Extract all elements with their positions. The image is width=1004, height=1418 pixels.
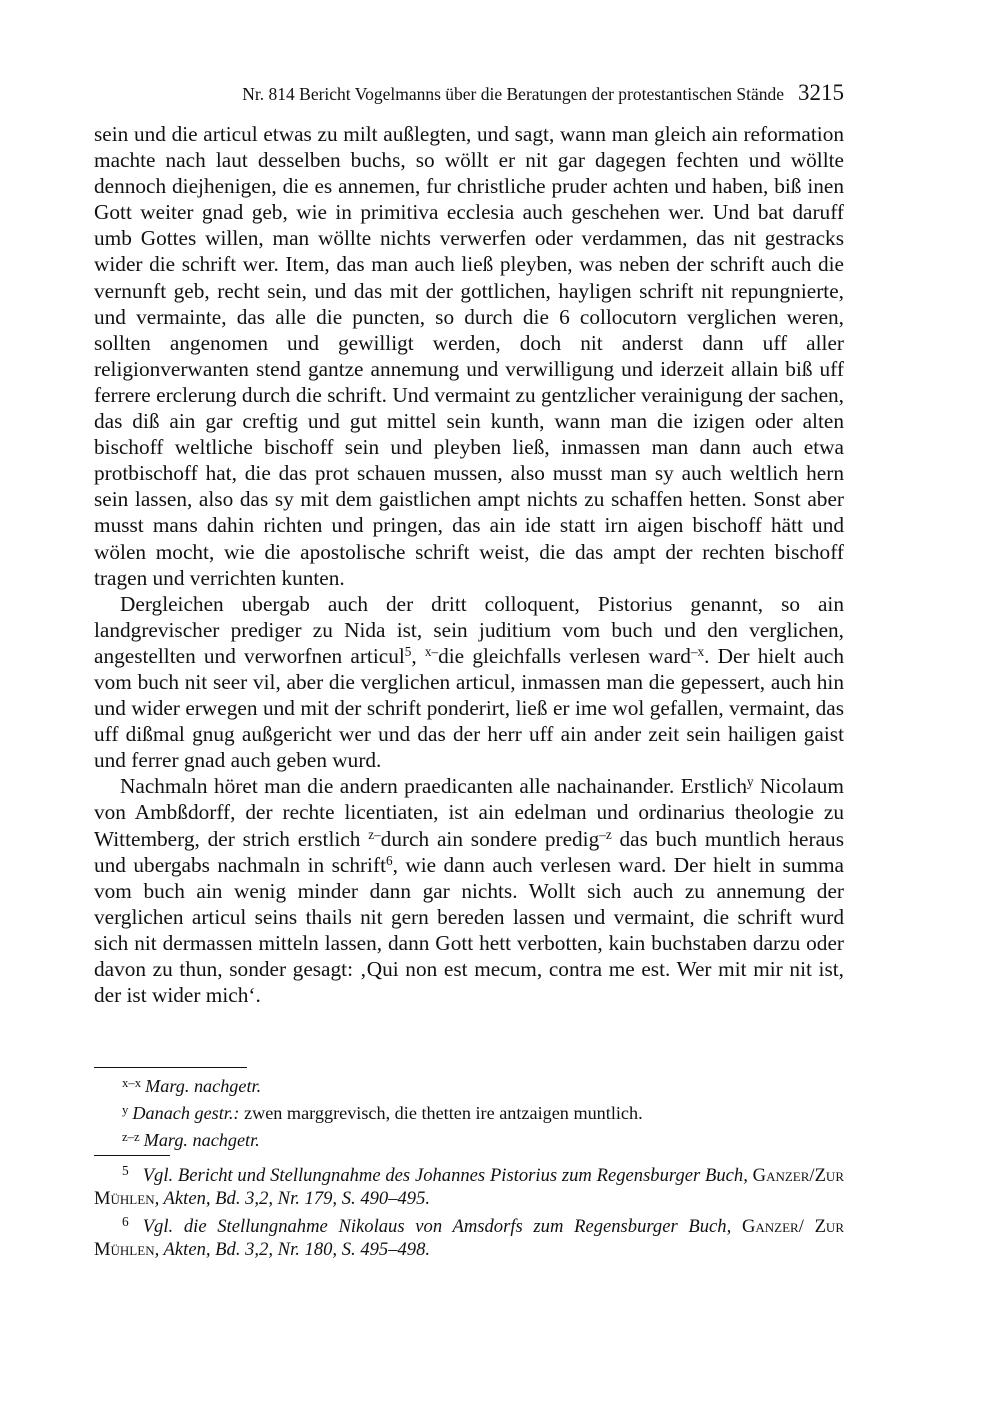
footnote-number: 5: [122, 1163, 129, 1178]
critical-mark-x-open: x–: [424, 643, 439, 659]
footnotes-divider: [94, 1155, 170, 1156]
critical-note-z: [94, 1125, 844, 1152]
paragraph-1: sein und die articul etwas zu milt außlegten, und sagt, wann man gleich ain reformation machte nach laut desselben buchs, so wöllt er nit gar dagegen fechten und wöllte dennoch diejhenigen, die es annemen, fur christliche pruder achten und haben, biß inen Gott weiter gnad geb, wie in primitiva ecclesia auch geschehen wer. Und bat daruff umb Gottes willen, man wöllte nichts verwerfen oder verdammen, das nit gestracks wider die schrift wer. Item, das man auch ließ pleyben, was neben der schrift auch die vernunft geb, recht sein, und das mit der gottlichen, hayligen schrift nit repungnierte, und vermainte, das alle die puncten, so durch die 6 collocutorn verglichen weren, sollten angenomen und gewilligt werden, doch nit anderst dann uff aller religionverwanten stend gantze annemung und verwilligung und iderzeit allain biß uff ferrere erclerung durch die schrift. Und vermaint zu gentzlicher verainigung der sachen, das diß ain gar creftig und gut mittel sein kunth, wann man die izigen oder alten bischoff weltliche bischoff sein und pleyben ließ, inmassen man dann auch etwa protbischoff hat, die das prot schauen mussen, also musst man sy auch weltlich hern sein lassen, also das sy mit dem gaistlichen ampt nichts zu schaffen hetten. Sonst aber musst mans dahin richten und pringen, das ain ide statt irn aigen bischoff hätt und wölen mocht, wie die apostolische schrift weist, die das ampt der rechten bischoff tragen und verrichten kunten.: [94, 122, 844, 590]
running-head: [94, 80, 844, 110]
footnote-ref-5: 5: [404, 643, 412, 659]
critical-mark-x-close: –x: [690, 643, 705, 659]
paragraph-3-text-c: durch ain sondere predig: [380, 826, 600, 851]
footnote-ref: , Akten, Bd. 3,2, Nr. 180, S. 495–498.: [154, 1239, 431, 1261]
critical-note-italic: Marg. nachgetr.: [145, 1076, 262, 1097]
footnote-lead: Vgl. die Stellungnahme Nikolaus von Amsdorfs zum Regensburger Buch,: [142, 1216, 732, 1238]
main-text: [94, 121, 844, 1008]
paragraph-3-text-d: das buch muntlich heraus und ubergabs nachmaln in schrift: [94, 826, 844, 877]
critical-notes-divider: [94, 1067, 247, 1068]
critical-note-italic: Danach gestr.:: [132, 1103, 240, 1124]
footnote-number: 6: [122, 1214, 129, 1230]
footnote-5: [94, 1159, 844, 1210]
footnote-ref-6: 6: [385, 852, 393, 868]
footnote-lead: Vgl. Bericht und Stellungnahme des Johannes Pistorius zum Regensburger Buch,: [142, 1165, 748, 1187]
page-number: 3215: [798, 80, 844, 105]
critical-note-mark: y: [122, 1103, 129, 1118]
footnotes: [94, 1159, 844, 1261]
running-head-title: Nr. 814 Bericht Vogelmanns über die Beratungen der protestantischen Stände: [242, 84, 784, 104]
critical-mark-z-open: z–: [368, 826, 381, 842]
paragraph-3: [94, 773, 844, 1008]
critical-note-y: [94, 1098, 844, 1125]
footnote-author: Ganzer/ Zur Mühlen: [94, 1216, 844, 1261]
paragraph-3-text-b: Nicolaum von Ambßdorff, der rechte licentiaten, ist ain edelman und ordinarius theologie zu Wittemberg, der strich erstlich: [94, 774, 844, 851]
paragraph-2-text-d: . Der hielt auch vom buch nit seer vil, aber die verglichen articul, inmassen man die gepessert, auch hin und wider erwegen und mit der schrift ponderirt, ließ er ime wol gefallen, vermaint, das uff dißmal gnug außgericht wer und das der herr uff ain ander zeit sein hailigen gaist und ferrer gnad auch geben wurd.: [94, 643, 845, 773]
critical-note-italic: Marg. nachgetr.: [143, 1130, 260, 1151]
critical-note-x: [94, 1071, 844, 1098]
critical-apparatus: [94, 1071, 844, 1152]
paragraph-2: [94, 591, 844, 774]
paragraph-2-text-a: Dergleichen ubergab auch der dritt colloquent, Pistorius genannt, so ain landgrevischer prediger zu Nida ist, sein juditium vom buch und den verglichen, angestellten und verworfnen articul: [94, 591, 844, 668]
critical-note-mark: z–z: [122, 1130, 140, 1145]
critical-mark-z-close: –z: [599, 826, 612, 842]
critical-note-mark: x–x: [122, 1076, 142, 1090]
critical-mark-y: y: [746, 774, 754, 790]
footnote-author: Ganzer/Zur Mühlen: [94, 1165, 844, 1210]
footnote-6: [94, 1210, 844, 1261]
paragraph-3-text-a: Nachmaln höret man die andern praedicanten alle nachainander. Erstlich: [120, 774, 747, 799]
paragraph-3-text-e: , wie dann auch verlesen ward. Der hielt in summa vom buch ain wenig minder dann gar nichts. Wollt sich auch zu annemung der verglichen articul seins thails nit gern bereden lassen und vermaint, die schrift wurd sich nit dermassen mitteln lassen, dann Gott hett verbotten, kain buchstaben darzu oder davon zu thun, sonder gesagt: ‚Qui non est mecum, contra me est. Wer mit mir nit ist, der ist wider mich‘.: [94, 852, 844, 1008]
paragraph-2-text-b: ,: [411, 643, 425, 668]
paragraph-2-text-c: die gleichfalls verlesen ward: [438, 643, 691, 668]
critical-note-text: zwen marggrevisch, die thetten ire antzaigen muntlich.: [239, 1103, 643, 1124]
footnote-ref: , Akten, Bd. 3,2, Nr. 179, S. 490–495.: [154, 1188, 431, 1210]
